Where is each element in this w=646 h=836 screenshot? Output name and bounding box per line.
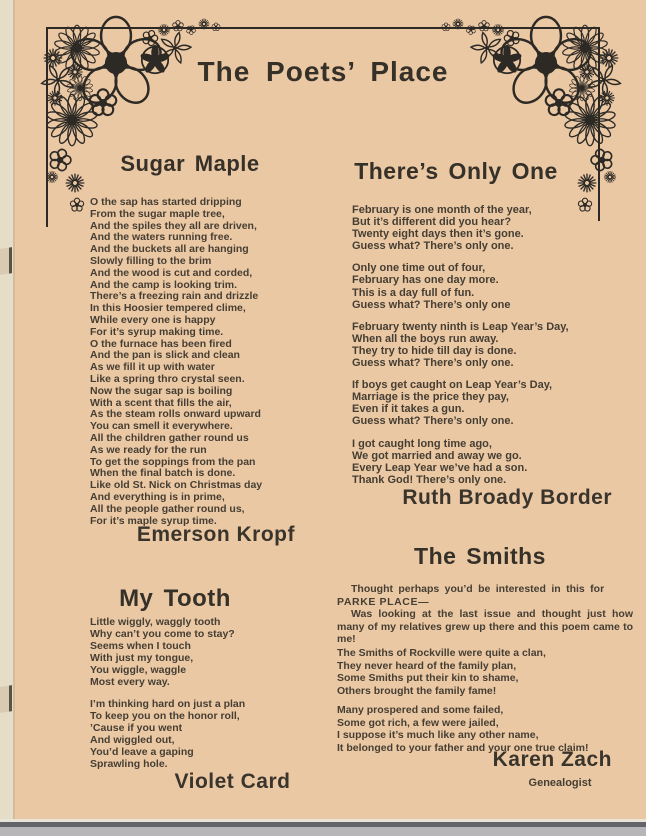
flower-border-right-icon: [391, 13, 626, 228]
author-title-genealogist: Genealogist: [528, 777, 592, 789]
smiths-intro-line-1: Thought perhaps you’d be interested in this for: [351, 583, 605, 595]
poem-lines-my-tooth: Little wiggly, waggly tooth Why can’t you come to stay? Seems when I touch With just my tongue, You wiggle, waggle Most every way. I’m thinking hard on just a plan To keep you on the honor roll, ’Cause if you went And wiggled out, You’d leave a gaping Sprawling hole.: [90, 616, 246, 770]
author-signature-theres-only-one: Ruth Broady Border: [402, 486, 612, 509]
poem-title-my-tooth: My Tooth: [119, 585, 231, 612]
page-fold-crease: [13, 0, 15, 821]
poem-title-theres-only-one: There’s Only One: [354, 158, 558, 184]
staple-mark-top: [0, 247, 12, 275]
staple-mark-bottom: [0, 685, 12, 713]
smiths-intro-parke-place: PARKE PLACE—: [337, 596, 430, 608]
smiths-intro-line-3: Was looking at the last issue and thought just how many of my relatives grew up there and this poem came to me!: [337, 608, 633, 646]
page-title: The Poets’ Place: [197, 56, 449, 87]
poem-lines-sugar-maple: O the sap has started dripping From the sugar maple tree, And the spiles they all are driven, And the waters running free. And the buckets all are hanging Slowly filling to the brim And the wood is cut and corded, And the camp is looking trim. There’s a freezing rain and drizzle In this Hoosier tempered clime, While every one is happy For it’s syrup making time. O the furnace has been fired And the pan is slick and clean As we fill it up with water Like a spring thro crystal seen. Now the sugar sap is boiling With a scent that fills the air, As the steam rolls onward upward You can smell it everywhere. All the children gather round us As we ready for the run To get the soppings from the pan When the final batch is done. Like old St. Nick on Christmas day And everything is in prime, All the people gather round us, For it’s maple syrup time.: [90, 196, 263, 527]
poem-title-the-smiths: The Smiths: [414, 543, 546, 569]
poem-lines-theres-only-one: February is one month of the year, But it’s different did you hear? Twenty eight days then it’s gone. Guess what? There’s only one. Only one time out of four, February has one day more. This is a day full of fun. Guess what? There’s only one February twenty ninth is Leap Year’s Day, When all the boys run away. They try to hide till day is done. Guess what? There’s only one. If boys get caught on Leap Year’s Day, Marriage is the price they pay, Even if it takes a gun. Guess what? There’s only one. I got caught long time ago, We got married and away we go. Every Leap Year we’ve had a son. Thank God! There’s only one.: [352, 204, 569, 486]
poem-title-sugar-maple: Sugar Maple: [120, 151, 260, 176]
author-signature-sugar-maple: Emerson Kropf: [136, 523, 295, 546]
scan-shadow: [0, 822, 646, 827]
author-signature-the-smiths: Karen Zach: [492, 748, 612, 771]
author-signature-my-tooth: Violet Card: [174, 770, 291, 793]
poem-lines-the-smiths: The Smiths of Rockville were quite a clan, They never heard of the family plan, Some Smiths put their kin to shame, Others brought the family fame! Many prospered and some failed, Some got rich, a few were jailed, I suppose it’s much like any other name, It belonged to your father and your one true claim!: [337, 647, 589, 754]
